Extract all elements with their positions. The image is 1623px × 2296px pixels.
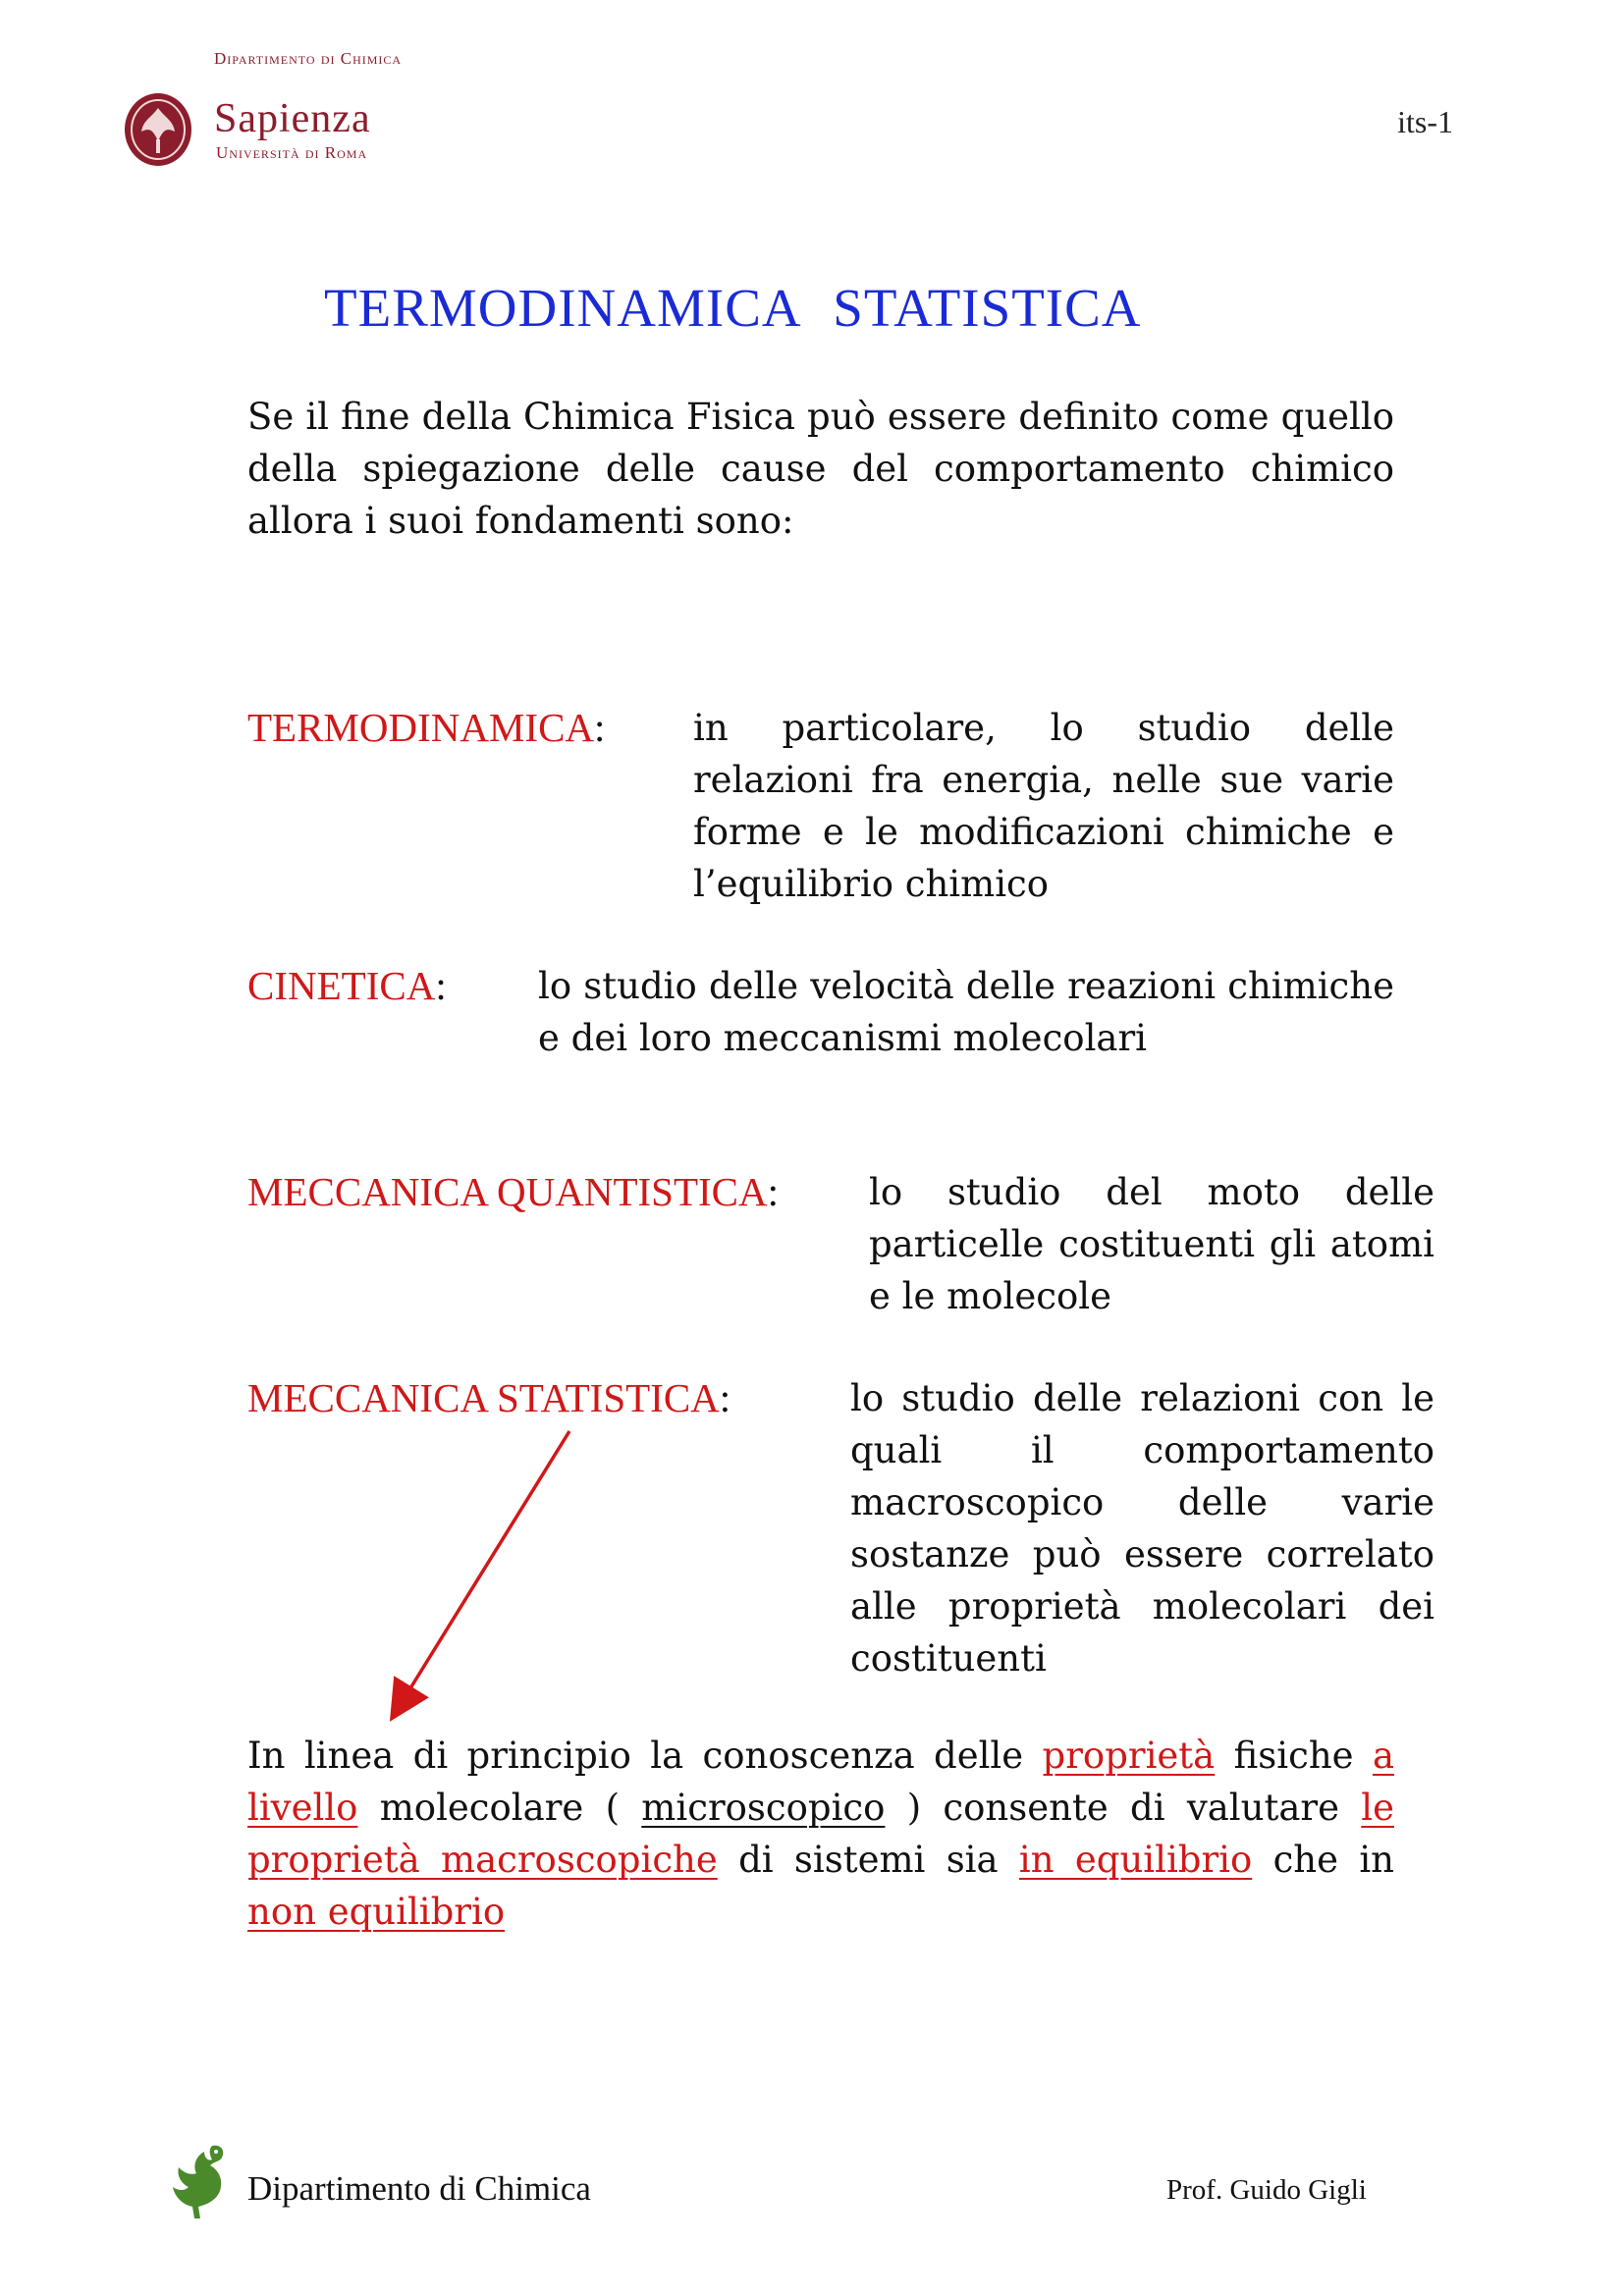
definition-meccanica-quantistica: lo studio del moto delle particelle costituenti gli atomi e le molecole	[869, 1171, 1434, 1317]
term-label: MECCANICA STATISTICA	[247, 1375, 720, 1420]
university-name: Sapienza	[214, 96, 371, 141]
highlight-non-equilibrio: non equilibrio	[247, 1891, 506, 1933]
arrow-pointer	[373, 1414, 609, 1747]
conclusion-text: fisiche	[1215, 1735, 1373, 1777]
term-label: MECCANICA QUANTISTICA	[247, 1169, 768, 1214]
term-termodinamica	[247, 702, 605, 754]
highlight-in-equilibrio: in equilibrio	[1018, 1839, 1253, 1881]
header-department: Dipartimento di Chimica	[214, 49, 403, 68]
intro-paragraph: Se il fine della Chimica Fisica può essere definito come quello della spiegazione delle cause del comportamento chimico allora i suoi fondamenti sono:	[247, 396, 1394, 542]
term-label: CINETICA	[247, 963, 436, 1008]
footer-department: Dipartimento di Chimica	[247, 2169, 591, 2208]
pelican-logo-icon	[165, 2140, 236, 2222]
definition-termodinamica: in particolare, lo studio delle relazioni fra energia, nelle sue varie forme e le modificazioni chimiche e l’equilibrio chimico	[693, 707, 1394, 905]
conclusion-text: di sistemi sia	[717, 1839, 1019, 1881]
highlight-proprieta: proprietà	[1042, 1735, 1216, 1777]
sapienza-seal-logo	[122, 90, 194, 169]
conclusion-text: molecolare (	[357, 1787, 642, 1829]
term-label: TERMODINAMICA	[247, 705, 595, 750]
highlight-microscopico: microscopico	[641, 1787, 886, 1829]
highlight-a-livello: a livello	[247, 1735, 1394, 1829]
footer-professor: Prof. Guido Gigli	[1166, 2174, 1367, 2206]
university-subtitle: Università di Roma	[216, 143, 368, 162]
term-colon: :	[594, 705, 606, 750]
page-title: TERMODINAMICA STATISTICA	[324, 278, 1142, 338]
conclusion-text: In linea di principio la conoscenza delle	[247, 1735, 1043, 1777]
term-colon: :	[719, 1375, 731, 1420]
conclusion-text: ) consente di valutare	[885, 1787, 1362, 1829]
conclusion-paragraph	[247, 1730, 1394, 1938]
term-meccanica-quantistica	[247, 1166, 779, 1218]
definition-cinetica: lo studio delle velocità delle reazioni chimiche e dei loro meccanismi molecolari	[538, 965, 1394, 1059]
definition-meccanica-statistica: lo studio delle relazioni con le quali il comportamento macroscopico delle varie sostanze può essere correlato alle proprietà molecolari dei costituenti	[850, 1377, 1434, 1680]
page-code: its-1	[1397, 104, 1453, 139]
conclusion-text: che in	[1252, 1839, 1394, 1881]
term-cinetica	[247, 960, 447, 1012]
highlight-proprieta-macroscopiche: le proprietà macroscopiche	[247, 1787, 1394, 1881]
term-colon: :	[767, 1169, 780, 1214]
term-colon: :	[435, 963, 447, 1008]
